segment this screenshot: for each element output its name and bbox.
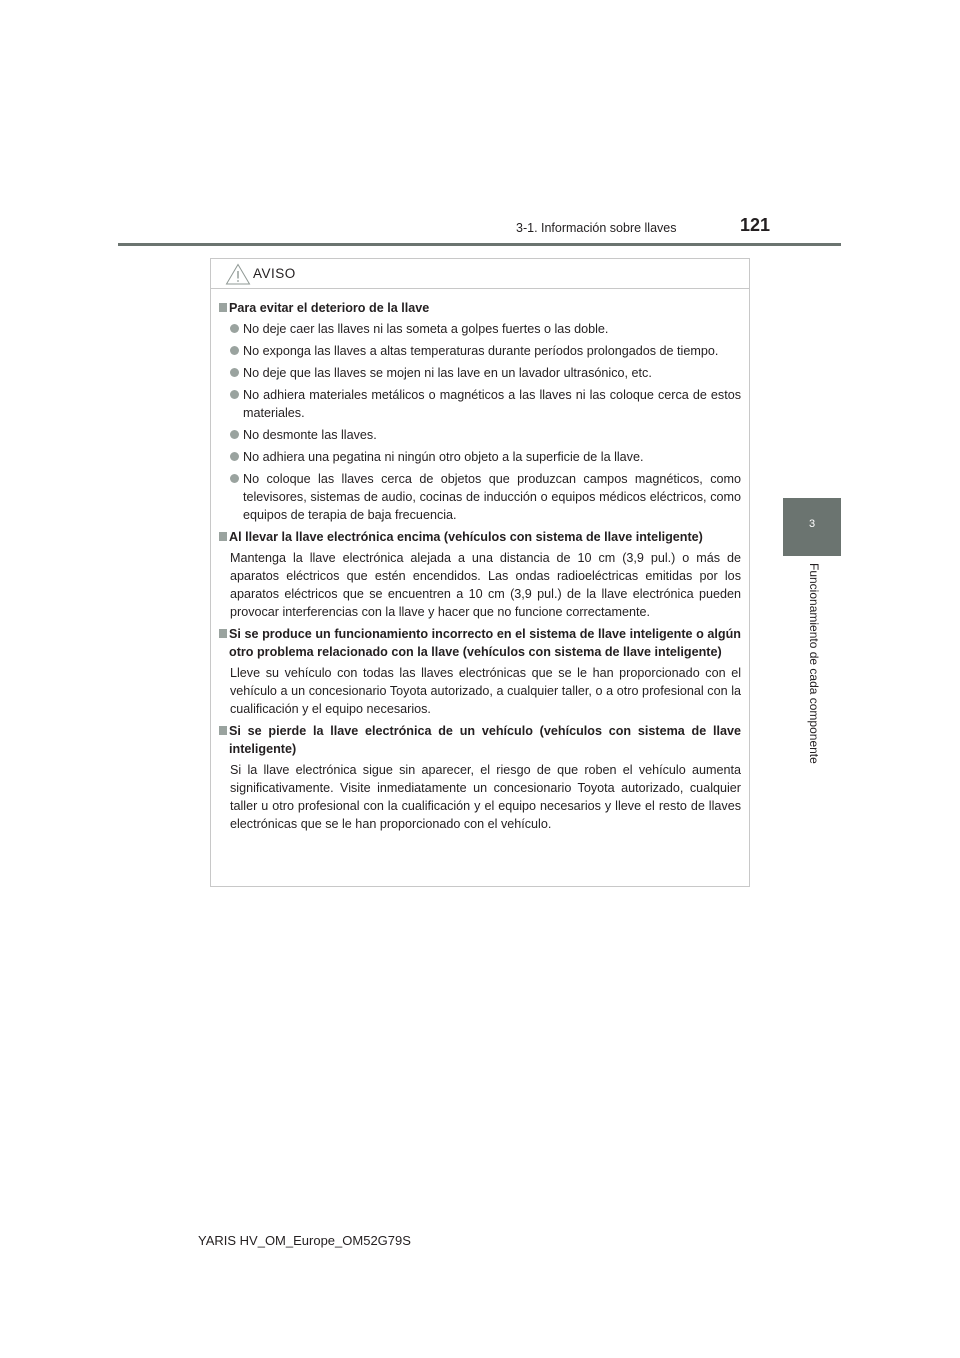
page-number: 121 [740, 215, 771, 235]
list-item: No deje que las llaves se mojen ni las lave en un lavador ultrasónico, etc. [219, 364, 741, 382]
list-item: No deje caer las llaves ni las someta a golpes fuertes o las doble. [219, 320, 741, 338]
list-item: No adhiera materiales metálicos o magnéticos a las llaves ni las coloque cerca de estos materiales. [219, 386, 741, 422]
warning-header [211, 259, 749, 289]
running-header-section: 3-1. Información sobre llaves [516, 221, 677, 235]
list-item: No exponga las llaves a altas temperaturas durante períodos prolongados de tiempo. [219, 342, 741, 360]
warning-box [210, 258, 750, 887]
warning-triangle-icon [225, 263, 251, 285]
warning-body [211, 289, 749, 833]
section-title: Para evitar el deterioro de la llave [219, 299, 741, 317]
warning-section [219, 299, 741, 524]
list-item: No coloque las llaves cerca de objetos que produzcan campos magnéticos, como televisores, sistemas de audio, cocinas de inducción o equipos médicos eléctricos, como equipos de terapia de baja frecuencia. [219, 470, 741, 524]
chapter-number: 3 [808, 518, 816, 530]
list-item: No adhiera una pegatina ni ningún otro objeto a la superficie de la llave. [219, 448, 741, 466]
section-text: Mantenga la llave electrónica alejada a una distancia de 10 cm (3,9 pul.) o más de aparatos eléctricos que estén encendidos. Las ondas radioeléctricas emitidas por los aparatos eléctricos que se encuentren a 10 cm (3,9 pul.) de la llave electrónica pueden provocar interferencias con la llave y hacer que no funcione correctamente. [230, 551, 741, 619]
warning-section [219, 625, 741, 718]
warning-title: AVISO [253, 266, 296, 281]
section-title: Al llevar la llave electrónica encima (vehículos con sistema de llave inteligente) [219, 528, 741, 546]
list-item: No desmonte las llaves. [219, 426, 741, 444]
header-rule [118, 243, 841, 246]
section-title: Si se pierde la llave electrónica de un vehículo (vehículos con sistema de llave inteligente) [219, 722, 741, 758]
section-text: Si la llave electrónica sigue sin aparecer, el riesgo de que roben el vehículo aumenta significativamente. Visite inmediatamente un concesionario Toyota autorizado, cualquier taller u otro profesional con la cualificación y el equipo necesarios y lleve el resto de llaves electrónicas que se le han proporcionado con el vehículo. [230, 763, 741, 831]
chapter-tab [783, 498, 841, 556]
section-text: Lleve su vehículo con todas las llaves electrónicas que se le han proporcionado con el vehículo a un concesionario Toyota autorizado, a cualquier taller, o a otro profesional con la cualificación y el equipo necesarios. [230, 666, 741, 716]
section-title: Si se produce un funcionamiento incorrecto en el sistema de llave inteligente o algún otro problema relacionado con la llave (vehículos con sistema de llave inteligente) [219, 625, 741, 661]
warning-section [219, 528, 741, 621]
warning-section [219, 722, 741, 833]
document-id: YARIS HV_OM_Europe_OM52G79S [198, 1233, 411, 1248]
chapter-label: Funcionamiento de cada componente [807, 563, 821, 764]
